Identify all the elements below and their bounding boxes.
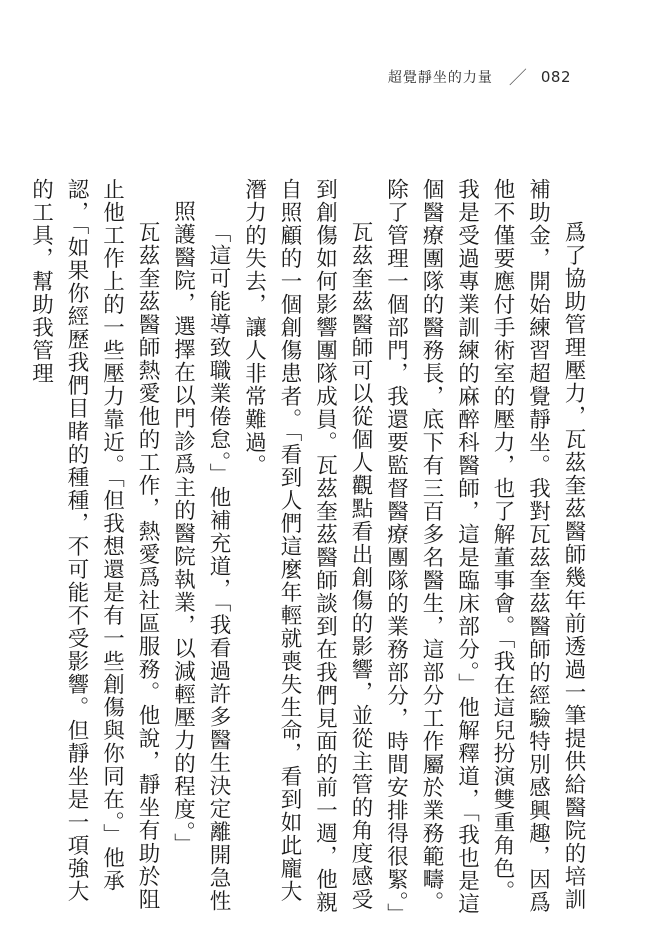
running-header	[388, 66, 571, 88]
page-number: 082	[540, 68, 571, 86]
paragraph-3: 「這可能導致職業倦怠。」他補充道，「我看過許多醫生決定離開急性照護醫院，選擇在以門診爲主的醫院執業，以減輕壓力的程度。」	[170, 199, 231, 913]
paragraph-4: 瓦茲奎茲醫師熱愛他的工作，熱愛爲社區服務。他說，靜坐有助於阻止他工作上的一些壓力靠近。「但我想還是有一些創傷與你同在。」他承認，「如果你經歷我們目睹的種種，不可能不受影響。但靜坐是一項強大的工具，幫助我管理	[28, 178, 160, 911]
header-separator: ／	[508, 68, 527, 89]
paragraph-2: 瓦茲奎茲醫師可以從個人觀點看出創傷的影響，並從主管的角度感受到創傷如何影響團隊成員。瓦茲奎茲醫師談到在我們見面的前一週，他親自照顧的一個創傷患者。「看到人們這麼年輕就喪失生命，看到如此龐大潛力的失去，讓人非常難過。	[241, 178, 373, 914]
paragraph-1: 爲了協助管理壓力，瓦茲奎茲醫師幾年前透過一筆提供給醫院的培訓補助金，開始練習超覺靜坐。我對瓦茲奎茲醫師的經驗特別感興趣，因爲他不僅要應付手術室的壓力，也了解董事會。「我在這兒扮演雙重角色。我是受過專業訓練的麻醉科醫師，這是臨床部分。」他解釋道，「我也是這個醫療團隊的醫務長，底下有三百多名醫生，這部分工作屬於業務範疇。除了管理一個部門，我還要監督醫療團隊的業務部分，時間安排得很緊。」	[383, 178, 586, 927]
book-title: 超覺靜坐的力量	[387, 70, 493, 86]
vertical-body-text	[23, 178, 591, 927]
